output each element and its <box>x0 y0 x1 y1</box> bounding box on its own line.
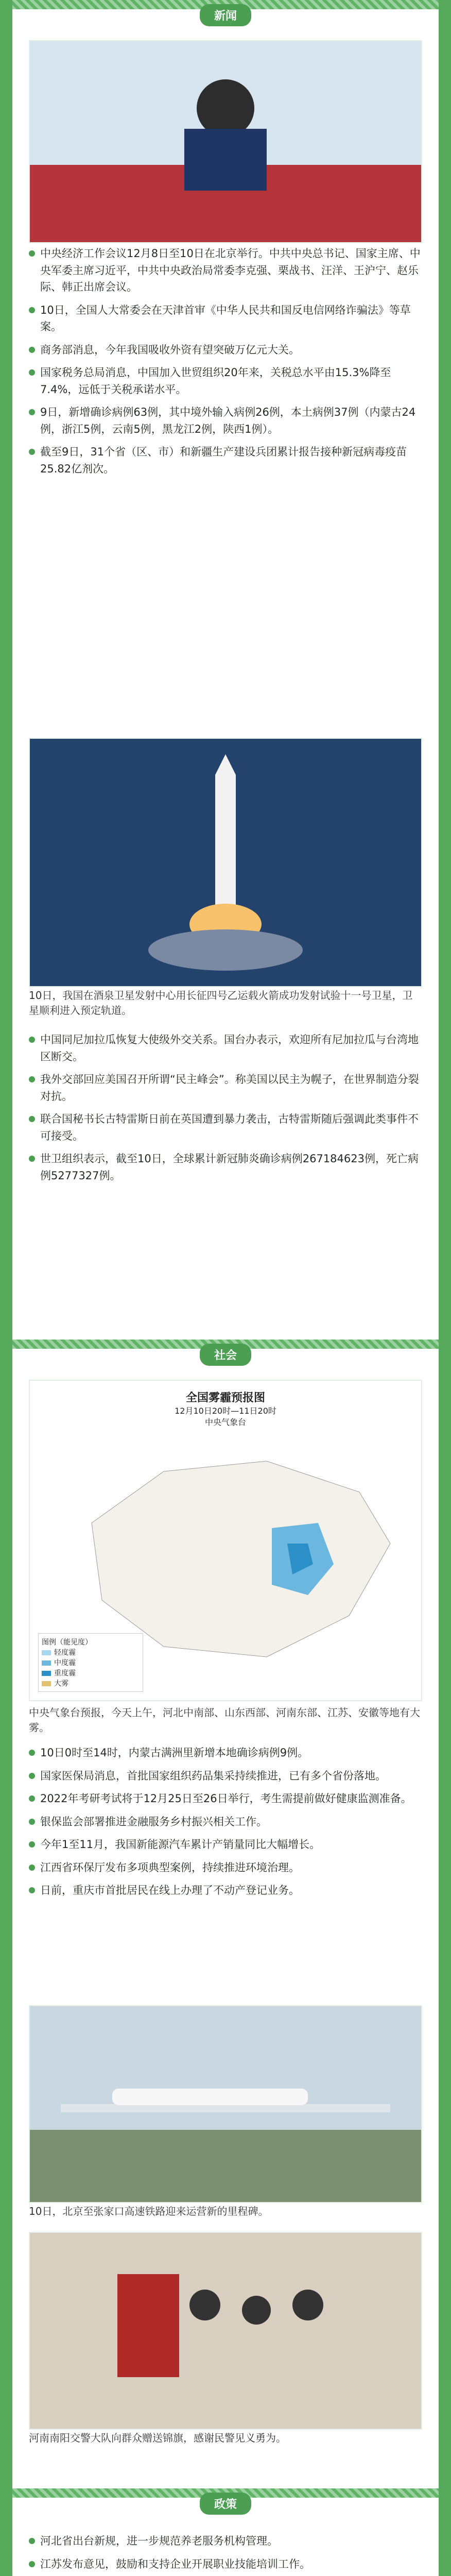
section-news <box>12 0 439 1329</box>
society-bullet: 国家医保局消息，首批国家组织药品集采持续推进，已有多个省份落地。 <box>12 1765 439 1788</box>
bullet-dot-icon <box>29 1037 35 1043</box>
section-tag-society: 社会 <box>200 1344 251 1366</box>
bullet-dot-icon <box>29 369 35 376</box>
bullet-dot-icon <box>29 1795 35 1802</box>
group-photo <box>29 2232 422 2430</box>
bullet-dot-icon <box>29 1116 35 1122</box>
bullet-dot-icon <box>29 1156 35 1162</box>
bullet-dot-icon <box>29 250 35 257</box>
section-tag-news: 新闻 <box>200 4 251 26</box>
news-bullet: 10日，全国人大常委会在天津首审《中华人民共和国反电信网络诈骗法》等草案。 <box>12 299 439 338</box>
bullet-dot-icon <box>29 1076 35 1082</box>
rail-caption: 10日，北京至张家口高速铁路迎来运营新的里程碑。 <box>29 2205 269 2217</box>
bullet-dot-icon <box>29 1865 35 1871</box>
news-bullet: 中央经济工作会议12月8日至10日在北京举行。中共中央总书记、国家主席、中央军委主席习近平，中共中央政治局常委李克强、栗战书、汪洋、王沪宁、赵乐际、韩正出席会议。 <box>12 242 439 299</box>
policy-bullet: 江苏发布意见，鼓励和支持企业开展职业技能培训工作。 <box>12 2553 439 2576</box>
society-bullet: 银保监会部署推进金融服务乡村振兴相关工作。 <box>12 1810 439 1834</box>
news-bullet: 世卫组织表示，截至10日，全球累计新冠肺炎确诊病例267184623例，死亡病例5277327例。 <box>12 1147 439 1187</box>
policy-bullet: 河北省出台新规，进一步规范养老服务机构管理。 <box>12 2530 439 2553</box>
haze-map-subtitle: 12月10日20时—11日20时 <box>175 1406 276 1416</box>
high-speed-rail-photo <box>29 2005 422 2203</box>
bullet-dot-icon <box>29 1819 35 1825</box>
news-bullet: 国家税务总局消息，中国加入世贸组织20年来，关税总水平由15.3%降至7.4%，远低于关税承诺水平。 <box>12 361 439 401</box>
society-bullet: 2022年考研考试将于12月25日至26日举行，考生需提前做好健康监测准备。 <box>12 1787 439 1810</box>
society-bullet: 江西省环保厅发布多项典型案例，持续推进环境治理。 <box>12 1856 439 1879</box>
leader-photo <box>29 40 422 243</box>
haze-map-caption: 中央气象台预报，今天上午，河北中南部、山东西部、河南东部、江苏、安徽等地有大雾。 <box>29 1706 420 1734</box>
bullet-dot-icon <box>29 2538 35 2544</box>
news-bullet: 9日，新增确诊病例63例，其中境外输入病例26例，本土病例37例（内蒙古24例，浙江5例，云南5例，黑龙江2例，陕西1例）。 <box>12 401 439 440</box>
society-bullet: 今年1至11月，我国新能源汽车累计产销量同比大幅增长。 <box>12 1833 439 1856</box>
news-bullet: 商务部消息，今年我国吸收外资有望突破万亿元大关。 <box>12 338 439 362</box>
bullet-dot-icon <box>29 1841 35 1848</box>
content-frame <box>12 0 439 2576</box>
news-bullet: 我外交部回应美国召开所谓“民主峰会”。称美国以民主为幌子，在世界制造分裂对抗。 <box>12 1068 439 1108</box>
bullet-dot-icon <box>29 347 35 353</box>
bullet-dot-icon <box>29 1887 35 1893</box>
bullet-dot-icon <box>29 449 35 455</box>
haze-map-source: 中央气象台 <box>204 1417 246 1427</box>
news-bullet: 截至9日，31个省（区、市）和新疆生产建设兵团累计报告接种新冠病毒疫苗25.82亿剂次。 <box>12 440 439 480</box>
society-bullet: 10日0时至14时，内蒙古满洲里新增本地确诊病例9例。 <box>12 1741 439 1765</box>
section-society <box>12 1340 439 2478</box>
bullet-dot-icon <box>29 1750 35 1756</box>
section-tag-policy: 政策 <box>200 2493 251 2515</box>
news-bullet: 联合国秘书长古特雷斯日前在英国遭到暴力袭击，古特雷斯随后强调此类事件不可接受。 <box>12 1108 439 1147</box>
group-caption: 河南南阳交警大队向群众赠送锦旗，感谢民警见义勇为。 <box>29 2432 286 2444</box>
rocket-launch-photo <box>29 738 422 987</box>
bullet-dot-icon <box>29 1773 35 1779</box>
bullet-dot-icon <box>29 2561 35 2567</box>
haze-forecast-map <box>29 1380 422 1701</box>
haze-map-title: 全国雾霾预报图 <box>185 1392 265 1404</box>
haze-legend: 图例（能见度） 轻度霾 中度霾 重度霾 大雾 <box>38 1633 143 1692</box>
bullet-dot-icon <box>29 409 35 415</box>
society-bullet: 日前，重庆市首批居民在线上办理了不动产登记业务。 <box>12 1879 439 1902</box>
bullet-dot-icon <box>29 307 35 313</box>
rocket-caption: 10日，我国在酒泉卫星发射中心用长征四号乙运载火箭成功发射试验十一号卫星，卫星顺利进入预定轨道。 <box>29 989 413 1016</box>
news-bullet: 中国同尼加拉瓜恢复大使级外交关系。国台办表示，欢迎所有尼加拉瓜与台湾地区断交。 <box>12 1028 439 1068</box>
section-policy <box>12 2488 439 2576</box>
